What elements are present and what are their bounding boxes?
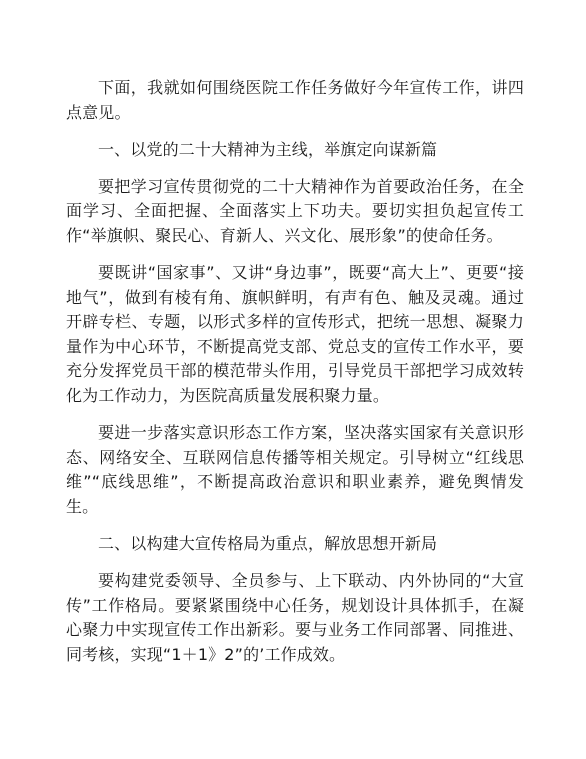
body-paragraph: 要进一步落实意识形态工作方案，坚决落实国家有关意识形态、网络安全、互联网信息传播等相关规定。引导树立“红线思维”“底线思维”，不断提高政治意识和职业素养，避免舆情发生。 (66, 423, 524, 516)
section-heading-2: 二、以构建大宣传格局为重点，解放思想开新局 (98, 534, 438, 553)
document-body (66, 76, 524, 680)
body-paragraph: 要把学习宣传贯彻党的二十大精神作为首要政治任务，在全面学习、全面把握、全面落实上下功夫。要切实担负起宣传工作“举旗帜、聚民心、育新人、兴文化、展形象”的使命任务。 (66, 176, 524, 245)
body-paragraph: 要构建党委领导、全员参与、上下联动、内外协同的“大宣传”工作格局。要紧紧围绕中心任务，规划设计具体抓手，在凝心聚力中实现宣传工作出新彩。要与业务工作同部署、同推进、同考核，实现“1＋1》2”的’工作成效。 (66, 571, 524, 664)
intro-paragraph: 下面，我就如何围绕医院工作任务做好今年宣传工作，讲四点意见。 (66, 78, 524, 122)
body-paragraph: 要既讲“国家事”、又讲“身边事”，既要“高大上”、更要“接地气”，做到有棱有角、旗帜鲜明，有声有色、触及灵魂。通过开辟专栏、专题，以形式多样的宣传形式，把统一思想、凝聚力量作为中心环节，不断提高党支部、党总支的宣传工作水平，要充分发挥党员干部的模范带头作用，引导党员干部把学习成效转化为工作动力，为医院高质量发展积聚力量。 (66, 263, 524, 406)
section-heading-1: 一、以党的二十大精神为主线，举旗定向谋新篇 (98, 139, 438, 159)
